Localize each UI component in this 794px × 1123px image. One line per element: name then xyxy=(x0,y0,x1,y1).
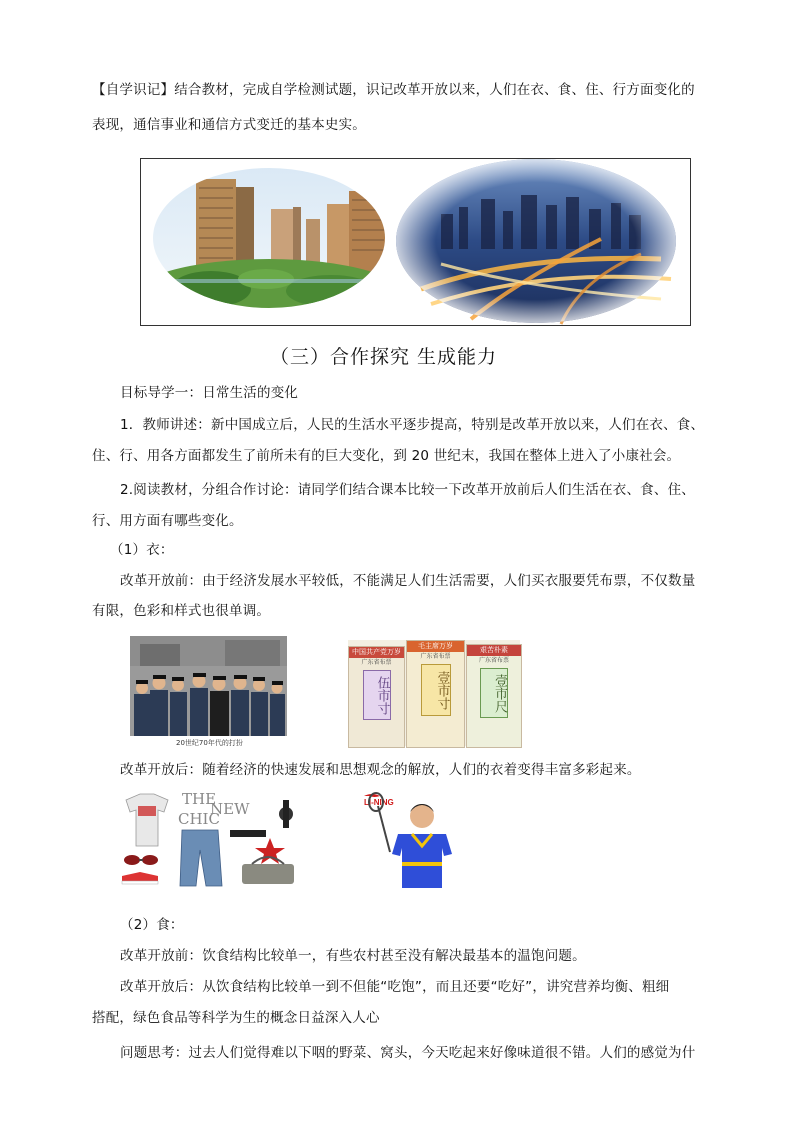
item1-line-1: 1．教师讲述：新中国成立后，人民的生活水平逐步提高，特别是改革开放以来，人们在衣、食、 xyxy=(120,417,705,433)
coupon-2-amount: 壹市寸 xyxy=(421,664,451,716)
athlete-illustration xyxy=(360,792,460,888)
city-images xyxy=(141,159,690,325)
coupon-2-banner: 毛主席万岁 xyxy=(407,641,464,652)
fashion-text-2: NEW xyxy=(210,800,250,818)
clothing-before-line-1: 改革开放前：由于经济发展水平较低，不能满足人们生活需要，人们买衣服要凭布票，不仅数量 xyxy=(120,573,696,589)
section-title: （三）合作探究 生成能力 xyxy=(270,346,498,368)
cloth-coupons xyxy=(348,640,520,746)
item2-line-1: 2.阅读教材，分组合作讨论：请同学们结合课本比较一下改革开放前后人们生活在衣、食、住、 xyxy=(120,482,695,498)
city-images-frame xyxy=(140,158,691,326)
coupon-2-province: 广东省布票 xyxy=(420,653,451,660)
coupon-3-province: 广东省布票 xyxy=(478,657,509,664)
coupon-1-banner: 中国共产党万岁 xyxy=(349,647,404,658)
goal-heading: 目标导学一：日常生活的变化 xyxy=(120,385,299,401)
brand-logo: LI-NING xyxy=(364,798,394,807)
fashion-collage xyxy=(118,790,306,888)
coupon-3 xyxy=(466,644,522,748)
intro-line-1: 【自学识记】结合教材，完成自学检测试题，识记改革开放以来，人们在衣、食、住、行方面变化的 xyxy=(92,82,695,98)
coupon-3-amount: 壹市尺 xyxy=(480,668,508,718)
food-question: 问题思考：过去人们觉得难以下咽的野菜、窝头，今天吃起来好像味道很不错。人们的感觉为什 xyxy=(120,1045,696,1061)
photo-caption: 20世纪70年代的打扮 xyxy=(176,739,243,747)
item2-line-2: 行、用方面有哪些变化。 xyxy=(92,513,243,529)
coupon-2 xyxy=(406,640,465,748)
clothing-heading: （1）衣： xyxy=(110,542,174,558)
clothing-before-line-2: 有限，色彩和样式也很单调。 xyxy=(92,603,271,619)
food-after-line-2: 搭配，绿色食品等科学为生的概念日益深入人心 xyxy=(92,1010,380,1026)
overpass-night-photo xyxy=(396,159,676,324)
food-before: 改革开放前：饮食结构比较单一，有些农村甚至没有解决最基本的温饱问题。 xyxy=(120,948,586,964)
food-after-line-1: 改革开放后：从饮食结构比较单一到不但能“吃饱”，而且还要“吃好”，讲究营养均衡、粗细 xyxy=(120,979,670,995)
coupon-1 xyxy=(348,646,405,748)
apartment-buildings-photo xyxy=(141,159,409,325)
intro-line-2: 表现，通信事业和通信方式变迁的基本史实。 xyxy=(92,117,366,133)
fashion-text-1: THE xyxy=(182,790,217,808)
clothing-after: 改革开放后：随着经济的快速发展和思想观念的解放，人们的衣着变得丰富多彩起来。 xyxy=(120,762,641,778)
li-ning-ad xyxy=(360,792,460,888)
1970s-clothing-photo xyxy=(130,636,287,748)
food-heading: （2）食： xyxy=(120,917,184,933)
item1-line-2: 住、行、用各方面都发生了前所未有的巨大变化，到 20 世纪末，我国在整体上进入了小康社会。 xyxy=(92,448,681,464)
fashion-text-3: CHIC xyxy=(178,810,220,828)
coupon-3-banner: 艰苦朴素 xyxy=(467,645,521,656)
coupon-1-province: 广东省布票 xyxy=(361,659,392,666)
coupon-1-amount: 伍市寸 xyxy=(363,670,391,720)
